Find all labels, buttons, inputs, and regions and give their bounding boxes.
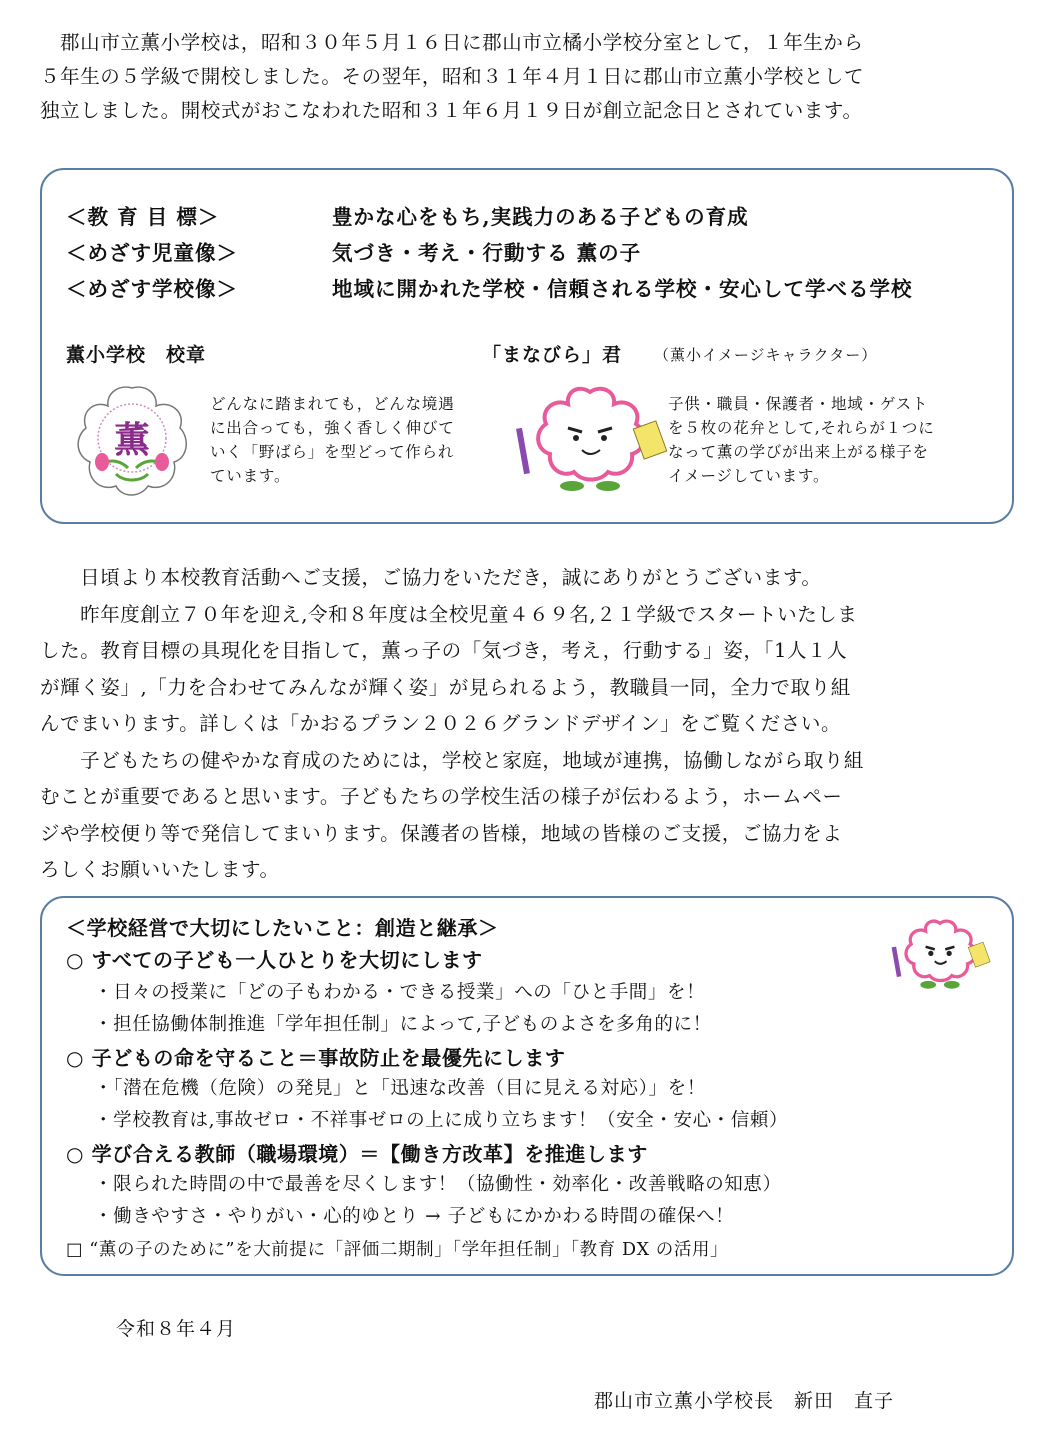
emblem-desc-line: に出合っても，強く香しく伸びて [210, 419, 455, 437]
management-footer: □ “薫の子のために”を大前提に「評価二期制」「学年担任制」「教育 DX の活用」 [66, 1240, 729, 1260]
emblem-desc-line: いく「野ばら」を型どって作られ [210, 443, 455, 461]
character-description [668, 392, 935, 488]
message-line: むことが重要であると思います。子どもたちの学校生活の様子が伝わるよう，ホームペー [40, 785, 843, 808]
goal-label-student: ＜めざす児童像＞ [66, 241, 238, 265]
emblem-desc-line: ています。 [210, 467, 291, 485]
goals-box [40, 168, 1014, 524]
goal-text-school: 地域に開かれた学校・信頼される学校・安心して学べる学校 [332, 277, 913, 301]
principal-message [40, 560, 1018, 889]
intro-line: ５年生の５学級で開校しました。その翌年，昭和３１年４月１日に郡山市立薫小学校として [40, 65, 865, 88]
date: 令和８年４月 [116, 1318, 237, 1340]
goal-text-education: 豊かな心をもち,実践力のある子どもの育成 [332, 205, 749, 229]
character-subtitle: （薫小イメージキャラクター） [654, 346, 878, 364]
section-item: ・日々の授業に「どの子もわかる・できる授業」への「ひと手間」を！ [94, 982, 706, 1003]
management-box [40, 896, 1014, 1276]
intro-paragraph [40, 26, 1018, 128]
character-desc-line: なって薫の学びが出来上がる様子を [668, 443, 929, 461]
section-head: ○ すべての子ども一人ひとりを大切にします [66, 948, 483, 972]
emblem-description [210, 392, 455, 488]
message-line: 昨年度創立７０年を迎え,令和８年度は全校児童４６９名,２１学級でスタートいたしま [60, 602, 858, 626]
section-item: ・担任協働体制推進「学年担任制」によって,子どものよさを多角的に！ [94, 1014, 712, 1035]
message-line: 日頃より本校教育活動へご支援，ご協力をいただき，誠にありがとうございます。 [60, 566, 822, 589]
intro-line: 郡山市立薫小学校は，昭和３０年５月１６日に郡山市立橘小学校分室として，１年生から [60, 31, 864, 54]
mascot-small-icon [888, 918, 992, 990]
school-emblem-icon [72, 382, 192, 498]
section-item: ・働きやすさ・やりがい・心的ゆとり → 子どもにかかわる時間の確保へ！ [94, 1206, 735, 1227]
message-line: が輝く姿」,「力を合わせてみんなが輝く姿」が見られるよう，教職員一同，全力で取り組 [40, 675, 851, 699]
intro-line: 独立しました。開校式がおこなわれた昭和３１年６月１９日が創立記念日とされています。 [40, 99, 863, 122]
character-desc-line: 子供・職員・保護者・地域・ゲスト [668, 395, 929, 413]
section-head: ○ 学び合える教師（職場環境）＝【働き方改革】を推進します [66, 1142, 648, 1166]
message-line: ろしくお願いいたします。 [40, 858, 280, 881]
character-desc-line: を５枚の花弁として,それらが１つに [668, 419, 935, 437]
mascot-manabira-icon [512, 384, 668, 494]
message-line: んでまいります。詳しくは「かおるプラン２０２６グランドデザイン」をご覧ください。 [40, 712, 842, 735]
section-head: ○ 子どもの命を守ること＝事故防止を最優先にします [66, 1046, 566, 1070]
section-item: ・「潜在危機（危険）の発見」と「迅速な改善（目に見える対応）」を！ [94, 1078, 706, 1099]
message-line: ジや学校便り等で発信してまいります。保護者の皆様，地域の皆様のご支援，ご協力をよ [40, 821, 843, 845]
character-desc-line: イメージしています。 [668, 467, 830, 485]
goal-text-student: 気づき・考え・行動する 薫の子 [332, 241, 642, 265]
message-line: 子どもたちの健やかな育成のためには，学校と家庭，地域が連携，協働しながら取り組 [60, 748, 865, 772]
goal-label-school: ＜めざす学校像＞ [66, 277, 238, 301]
signature: 郡山市立薫小学校長 新田 直子 [594, 1390, 895, 1412]
emblem-title: 薫小学校 校章 [66, 344, 207, 366]
emblem-desc-line: どんなに踏まれても，どんな境遇 [210, 395, 455, 413]
management-title: ＜学校経営で大切にしたいこと：創造と継承＞ [66, 916, 499, 940]
character-title: 「まなびら」君 [482, 344, 623, 366]
emblem-glyph: 薫 [113, 419, 151, 461]
section-item: ・限られた時間の中で最善を尽くします！（協働性・効率化・改善戦略の知恵） [94, 1174, 782, 1195]
goal-label-education: ＜教 育 目 標＞ [66, 205, 220, 229]
message-line: した。教育目標の具現化を目指して，薫っ子の「気づき，考え，行動する」姿，「1人１人 [40, 639, 848, 662]
section-item: ・学校教育は,事故ゼロ・不祥事ゼロの上に成り立ちます！（安全・安心・信頼） [94, 1110, 789, 1131]
